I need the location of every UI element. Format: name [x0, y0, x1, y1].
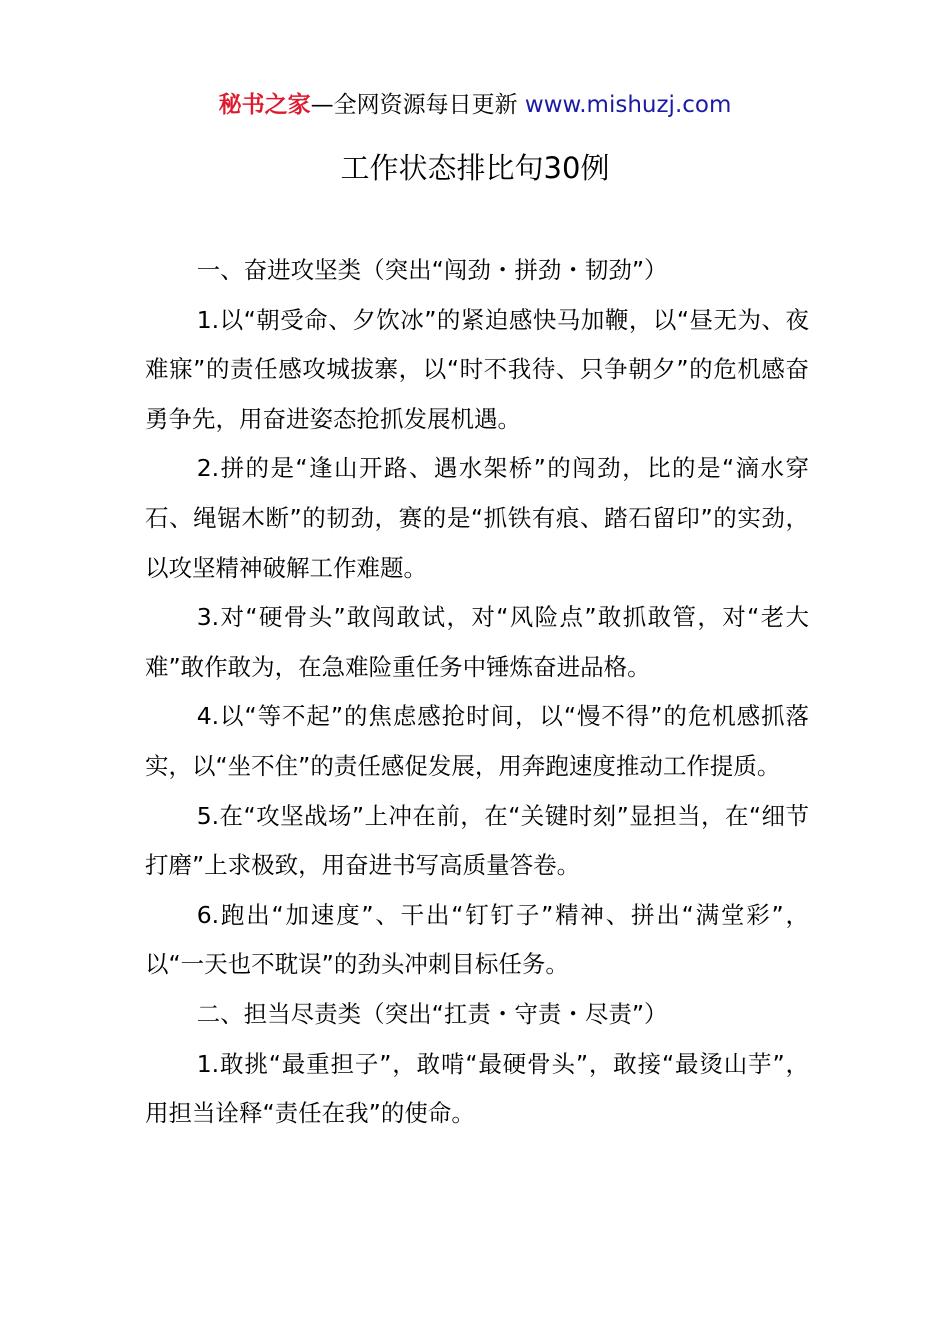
paragraph: 3.对“硬骨头”敢闯敢试，对“风险点”敢抓敢管，对“老大难”敢作敢为，在急难险重任务中锤炼奋进品格。 [145, 603, 809, 681]
paragraph: 1.敢挑“最重担子”，敢啃“最硬骨头”，敢接“最烫山芋”，用担当诠释“责任在我”的使命。 [145, 1049, 809, 1128]
paragraph: 1.以“朝受命、夕饮冰”的紧迫感快马加鞭，以“昼无为、夜难寐”的责任感攻城拔寨，以“时不我待、只争朝夕”的危机感奋勇争先，用奋进姿态抢抓发展机遇。 [145, 305, 809, 433]
paragraph: 2.拼的是“逢山开路、遇水架桥”的闯劲，比的是“滴水穿石、绳锯木断”的韧劲，赛的是“抓铁有痕、踏石留印”的实劲，以攻坚精神破解工作难题。 [145, 454, 809, 582]
section-heading-1: 一、奋进攻坚类（突出“闯劲・拼劲・韧劲”） [196, 256, 668, 284]
paragraph: 6.跑出“加速度”、干出“钉钉子”精神、拼出“满堂彩”，以“一天也不耽误”的劲头冲刺目标任务。 [145, 900, 809, 979]
document-body [145, 246, 809, 1139]
section-heading-2: 二、担当尽责类（突出“扛责・守责・尽责”） [196, 999, 668, 1028]
site-url: www.mishuzj.com [524, 92, 732, 118]
site-header [0, 88, 950, 122]
site-brand: 秘书之家 [218, 92, 311, 118]
paragraph: 5.在“攻坚战场”上冲在前，在“关键时刻”显担当，在“细节打磨”上求极致，用奋进书写高质量答卷。 [145, 801, 809, 880]
document-title: 工作状态排比句30例 [340, 151, 610, 185]
paragraph: 4.以“等不起”的焦虑感抢时间，以“慢不得”的危机感抓落实，以“坐不住”的责任感促发展，用奔跑速度推动工作提质。 [145, 702, 809, 780]
site-tagline: —全网资源每日更新 [310, 92, 525, 118]
